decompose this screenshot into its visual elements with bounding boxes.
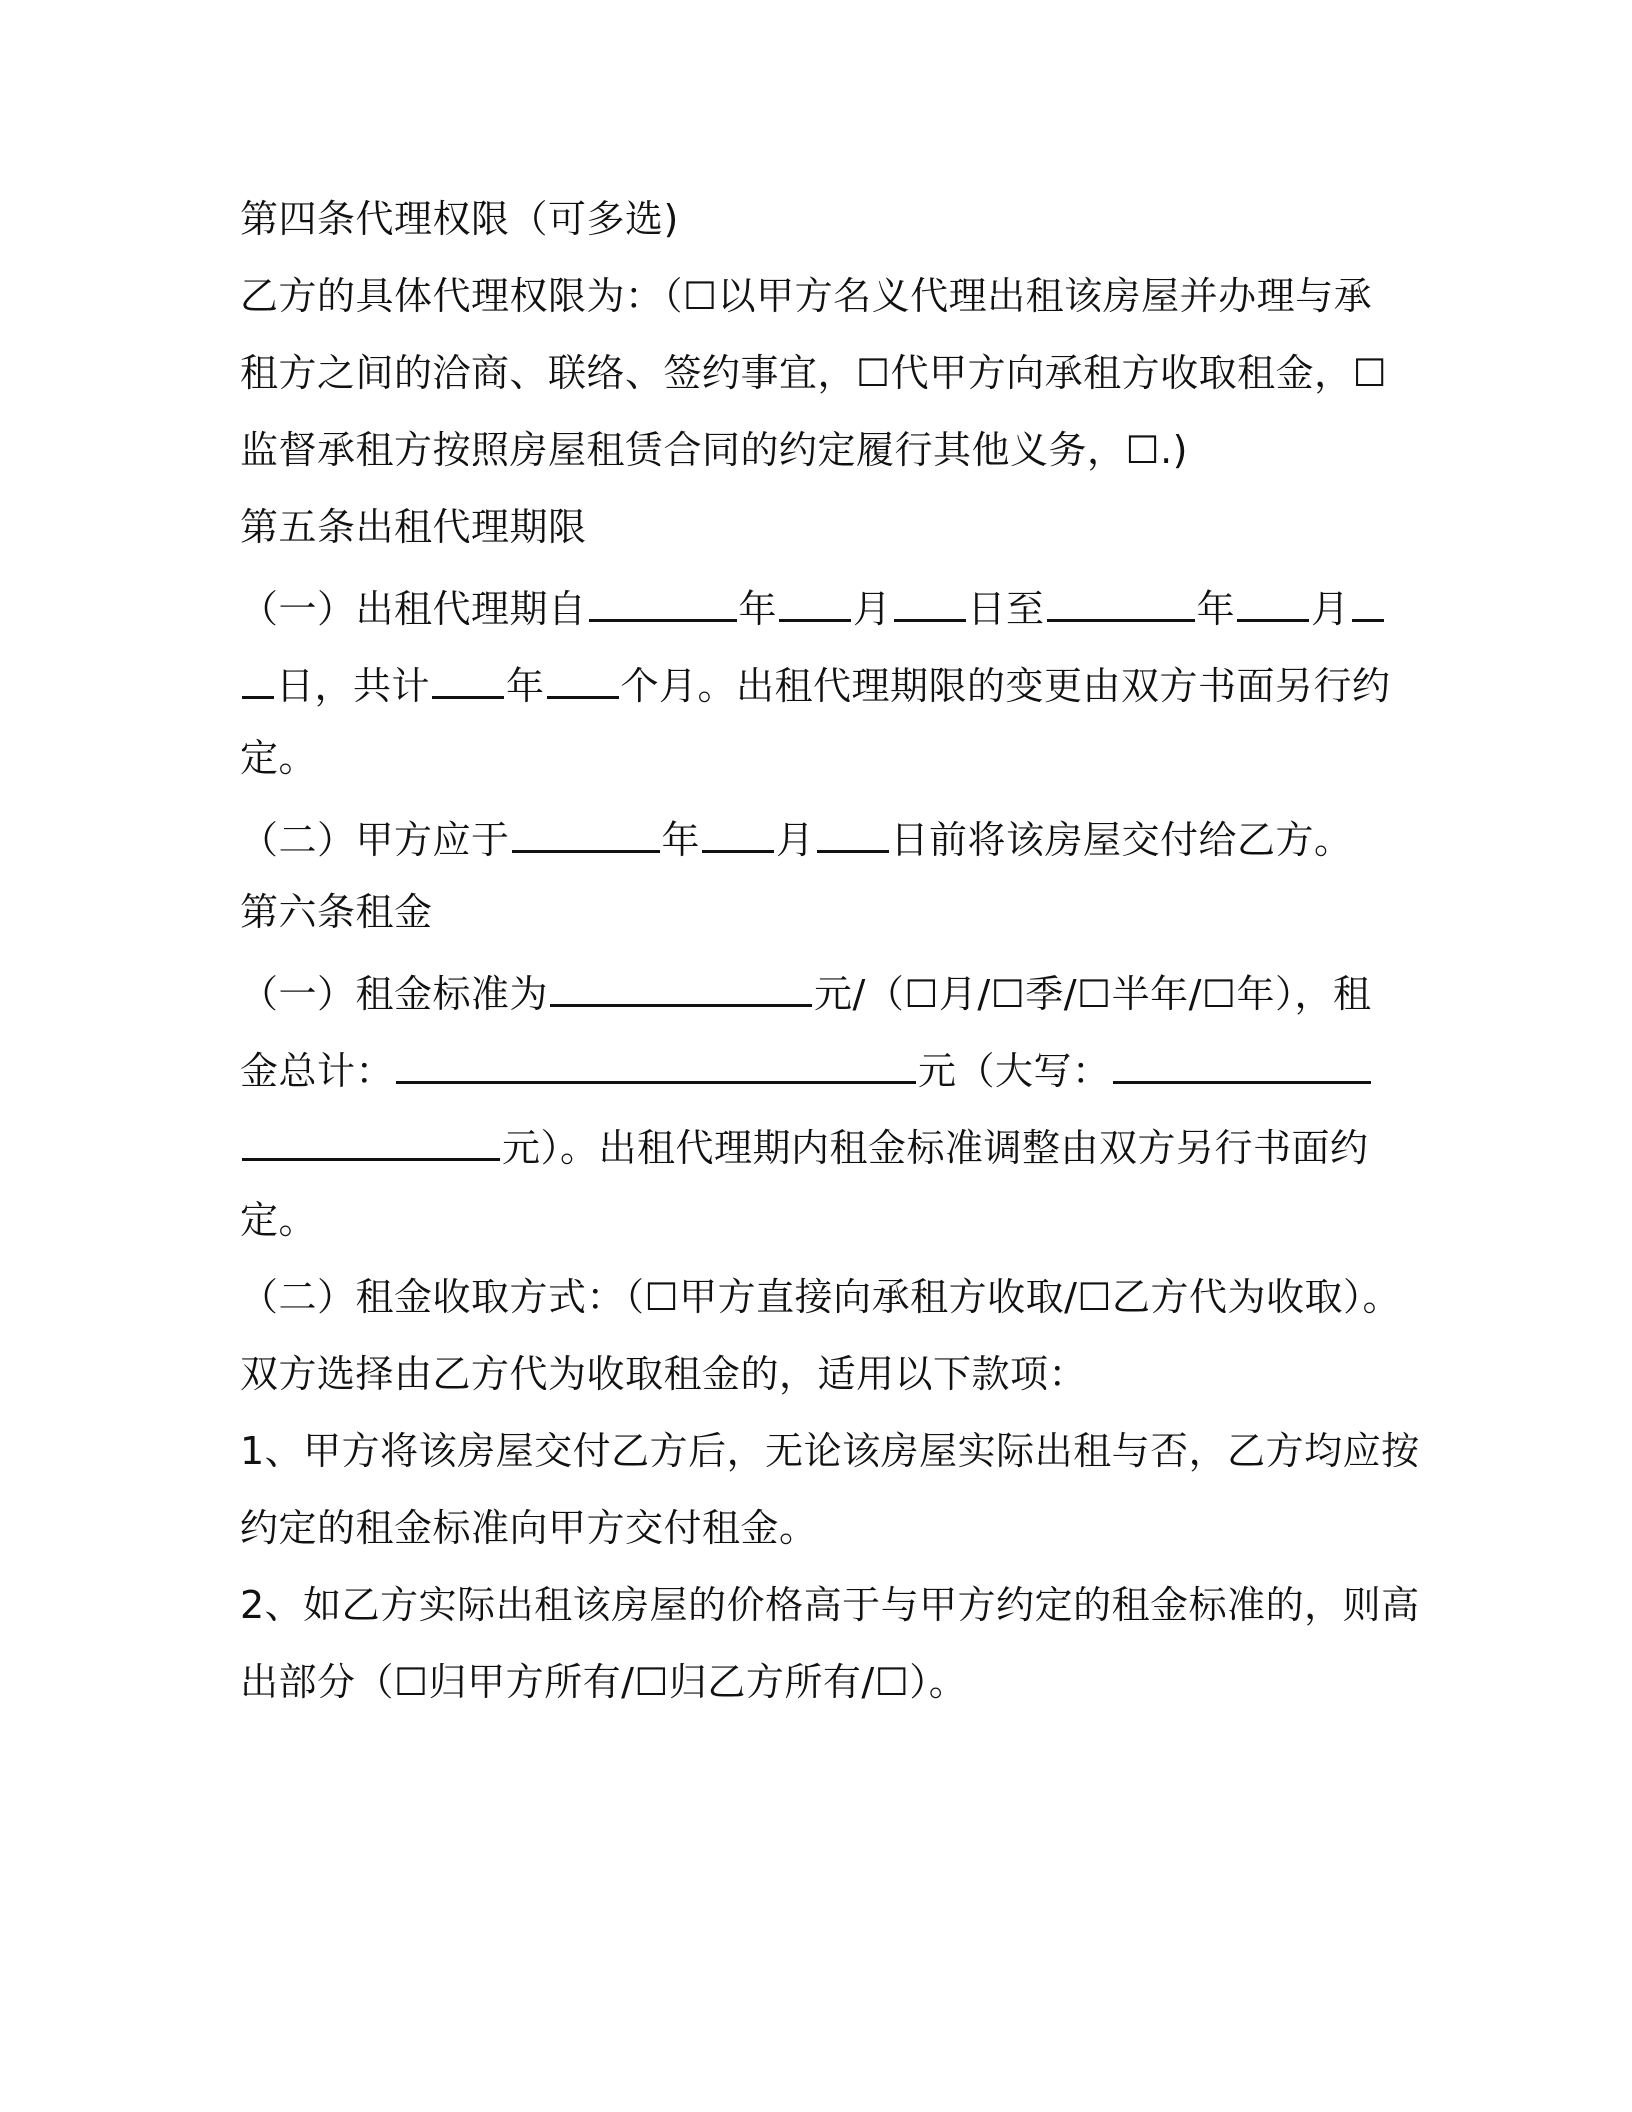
clause-text: 月: [853, 587, 892, 631]
clause-text: 日至: [967, 587, 1045, 631]
article-6-clause-2: （二）租金收取方式：（☐甲方直接向承租方收取/☐乙方代为收取）。: [240, 1275, 1401, 1319]
article-5-clause-2: [240, 806, 1390, 883]
rent-total-words-blank: [1113, 1037, 1371, 1084]
list-item: 1、甲方将该房屋交付乙方后，无论该房屋实际出租与否，乙方均应按: [240, 1429, 1420, 1473]
total-months-blank: [547, 652, 619, 699]
article-6-clause-1-end: 定。: [240, 1198, 318, 1242]
clause-text: 日，共计: [276, 664, 431, 708]
clause-text: 年: [738, 587, 778, 631]
article-5-clause-1: [240, 575, 1390, 652]
clause-text: 金总计：: [240, 1049, 395, 1093]
article-4-line: 租方之间的洽商、联络、签约事宜，☐代甲方向承租方收取租金，☐: [240, 351, 1388, 395]
article-6-heading: 第六条租金: [240, 890, 433, 934]
clause-text: 元/（☐月/☐季/☐半年/☐年），租: [814, 972, 1372, 1016]
end-day-blank-part: [242, 652, 274, 699]
list-item-cont: 约定的租金标准向甲方交付租金。: [240, 1506, 818, 1550]
contract-body: [240, 190, 1420, 1730]
clause-text: （一）出租代理期自: [240, 587, 587, 631]
article-6-clause-1-cont: [240, 1037, 1390, 1114]
article-4-line: 乙方的具体代理权限为：（☐以甲方名义代理出租该房屋并办理与承: [240, 274, 1373, 318]
rent-total-words-blank-cont: [242, 1114, 500, 1161]
rent-amount-blank: [550, 960, 812, 1007]
article-6-clause-3: 双方选择由乙方代为收取租金的，适用以下款项：: [240, 1352, 1088, 1396]
clause-text: 元（大写：: [918, 1049, 1111, 1093]
start-month-blank: [779, 575, 851, 622]
clause-text: 月: [776, 818, 815, 862]
rent-total-blank: [396, 1037, 916, 1084]
article-4-line: 监督承租方按照房屋租赁合同的约定履行其他义务，☐.): [240, 428, 1188, 472]
clause-text: 日前将该房屋交付给乙方。: [890, 818, 1353, 862]
clause-text: 元）。出租代理期内租金标准调整由双方另行书面约: [502, 1126, 1369, 1170]
end-day-blank-part: [1352, 575, 1384, 622]
clause-text: （二）甲方应于: [240, 818, 510, 862]
start-day-blank: [894, 575, 966, 622]
clause-text: （一）租金标准为: [240, 972, 549, 1016]
article-5-heading: 第五条出租代理期限: [240, 505, 587, 549]
delivery-day-blank: [817, 806, 889, 853]
clause-text: 年: [506, 664, 545, 708]
end-month-blank: [1237, 575, 1309, 622]
article-5-clause-1-cont: [240, 652, 1390, 729]
end-year-blank: [1047, 575, 1195, 622]
delivery-month-blank: [702, 806, 774, 853]
total-years-blank: [432, 652, 504, 699]
delivery-year-blank: [512, 806, 660, 853]
article-6-clause-1: [240, 960, 1390, 1037]
clause-text: 年: [661, 818, 701, 862]
clause-text: 年: [1196, 587, 1236, 631]
article-5-clause-1-end: 定。: [240, 736, 318, 780]
article-6-clause-1-cont: [240, 1114, 1390, 1191]
list-item-cont: 出部分（☐归甲方所有/☐归乙方所有/☐）。: [240, 1660, 968, 1704]
article-4-heading: 第四条代理权限（可多选): [240, 197, 679, 241]
clause-text: 个月。出租代理期限的变更由双方书面另行约: [620, 664, 1391, 708]
clause-text: 月: [1311, 587, 1350, 631]
list-item: 2、如乙方实际出租该房屋的价格高于与甲方约定的租金标准的，则高: [240, 1583, 1420, 1627]
start-year-blank: [589, 575, 737, 622]
